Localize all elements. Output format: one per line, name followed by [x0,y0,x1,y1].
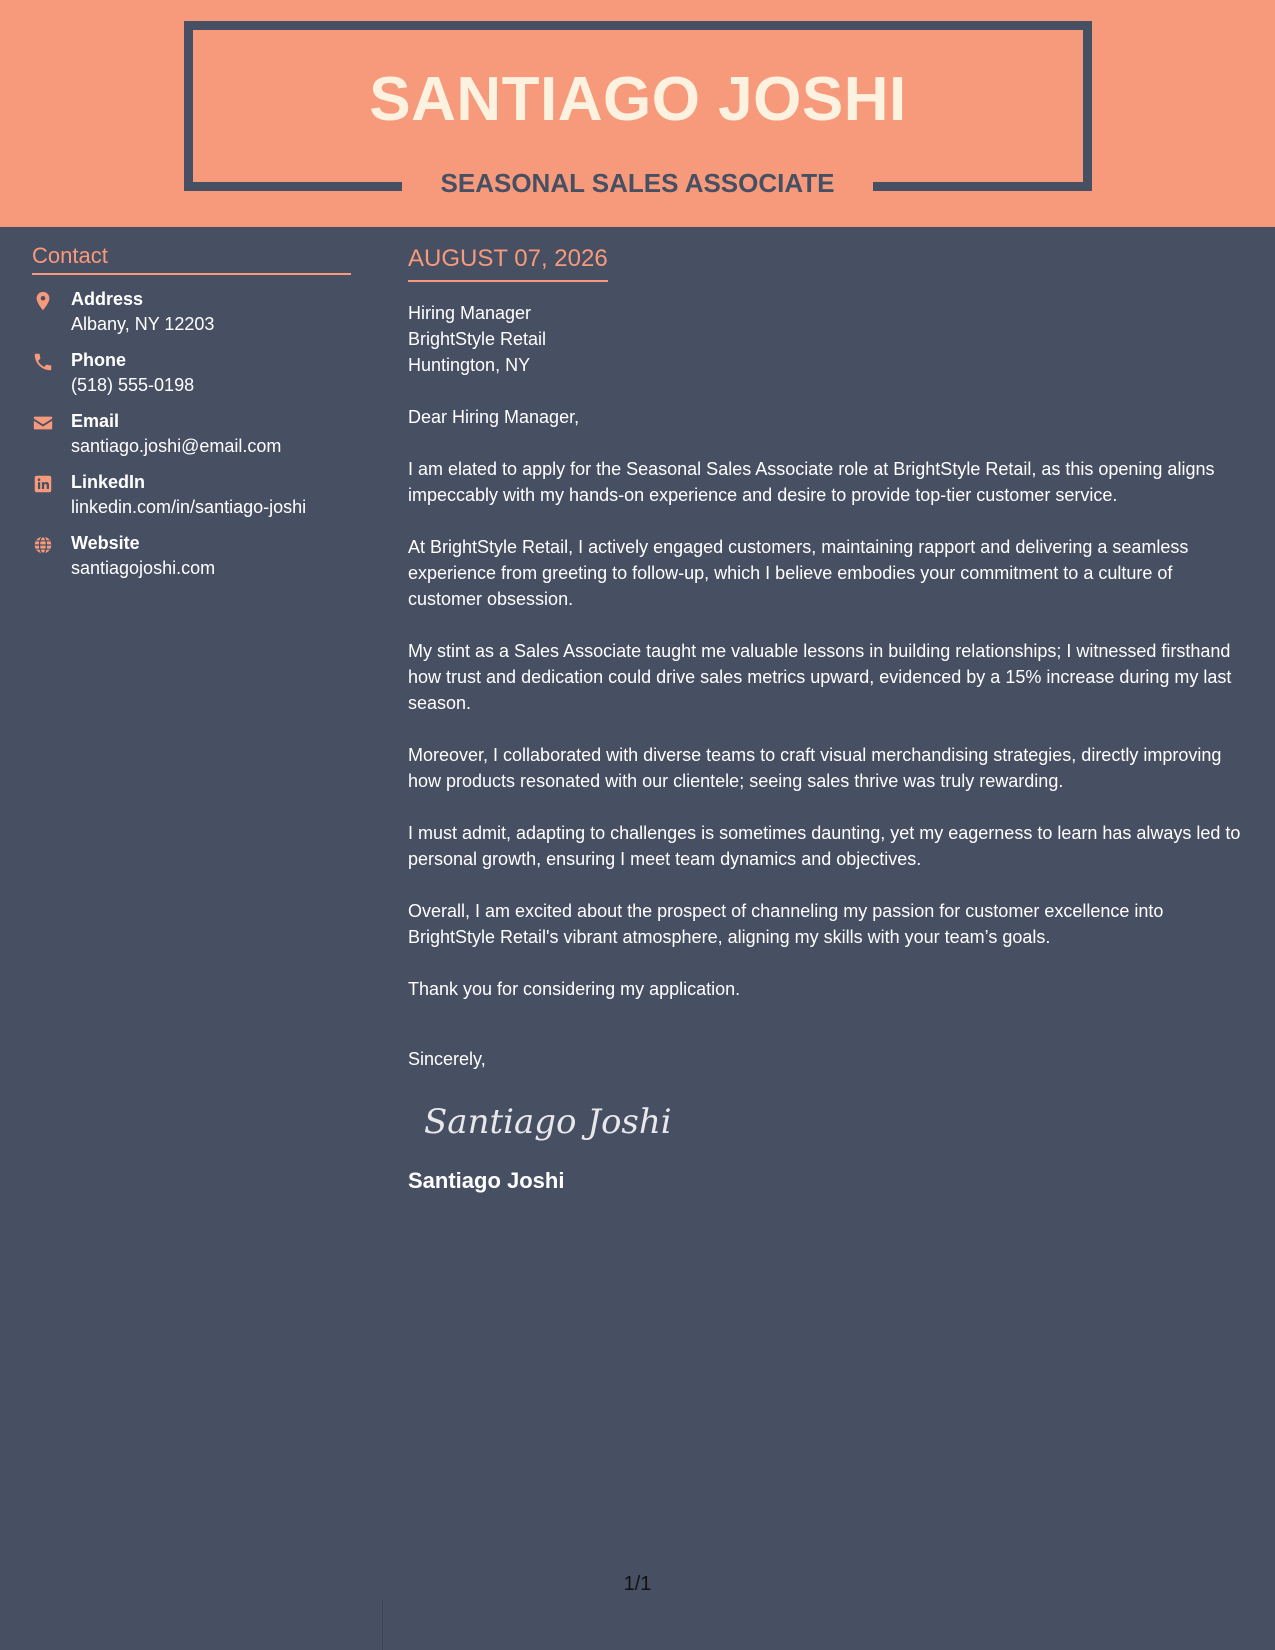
recipient-line: Hiring Manager [408,303,532,323]
contact-item-phone [32,348,351,398]
candidate-name: SANTIAGO JOSHI [369,65,907,134]
paragraph: Thank you for considering my application. [408,979,741,999]
header-frame-bottom-left [184,182,402,191]
paragraph: I am elated to apply for the Seasonal Sales Associate role at BrightStyle Retail, as this opening aligns impeccably with my hands-on experience and desire to provide top-tier customer service. [408,459,1215,505]
job-title: SEASONAL SALES ASSOCIATE [440,168,835,198]
contact-label: Email [71,411,120,431]
contact-label: Phone [71,350,127,370]
contact-value: linkedin.com/in/santiago-joshi [71,497,307,517]
contact-label: Website [71,533,140,553]
recipient-block [408,300,1250,378]
page-number: 1/1 [623,1573,652,1595]
paragraph: Overall, I am excited about the prospect of channeling my passion for customer excellence into BrightStyle Retail's vibrant atmosphere, aligning my skills with your team’s goals. [408,901,1164,947]
signer-name: Santiago Joshi [408,1168,565,1193]
globe-icon [32,534,54,556]
contact-label: Address [71,289,144,309]
contact-value: (518) 555-0198 [71,375,195,395]
phone-icon [32,351,54,373]
column-divider [382,1600,383,1650]
contact-sidebar [32,242,351,592]
envelope-icon [32,412,54,434]
recipient-line: BrightStyle Retail [408,329,547,349]
contact-value: Albany, NY 12203 [71,314,215,334]
paragraph: I must admit, adapting to challenges is sometimes daunting, yet my eagerness to learn has always led to personal growth, ensuring I meet team dynamics and objectives. [408,823,1241,869]
handwritten-signature: Santiago Joshi [424,1102,672,1142]
contact-item-address [32,287,351,337]
contact-value: santiago.joshi@email.com [71,436,282,456]
linkedin-icon [32,473,54,495]
greeting: Dear Hiring Manager, [408,407,580,427]
map-pin-icon [32,290,54,312]
header-banner [0,0,1275,227]
letter-date: AUGUST 07, 2026 [408,244,608,282]
paragraph: Moreover, I collaborated with diverse teams to craft visual merchandising strategies, directly improving how products resonated with our clientele; seeing sales thrive was truly rewarding. [408,745,1222,791]
closing: Sincerely, [408,1049,486,1069]
header-frame-bottom-right [873,182,1092,191]
contact-value: santiagojoshi.com [71,558,216,578]
recipient-line: Huntington, NY [408,355,531,375]
contact-item-email [32,409,351,459]
paragraph: At BrightStyle Retail, I actively engaged customers, maintaining rapport and delivering a seamless experience from greeting to follow-up, which I believe embodies your commitment to a culture of customer obsession. [408,537,1189,609]
contact-label: LinkedIn [71,472,146,492]
contact-item-website [32,531,351,581]
letter-body [408,244,1250,1196]
paragraph: My stint as a Sales Associate taught me valuable lessons in building relationships; I witnessed firsthand how trust and dedication could drive sales metrics upward, evidenced by a 15% increase during my last season. [408,641,1232,713]
contact-heading: Contact [32,242,351,275]
contact-item-linkedin [32,470,351,520]
